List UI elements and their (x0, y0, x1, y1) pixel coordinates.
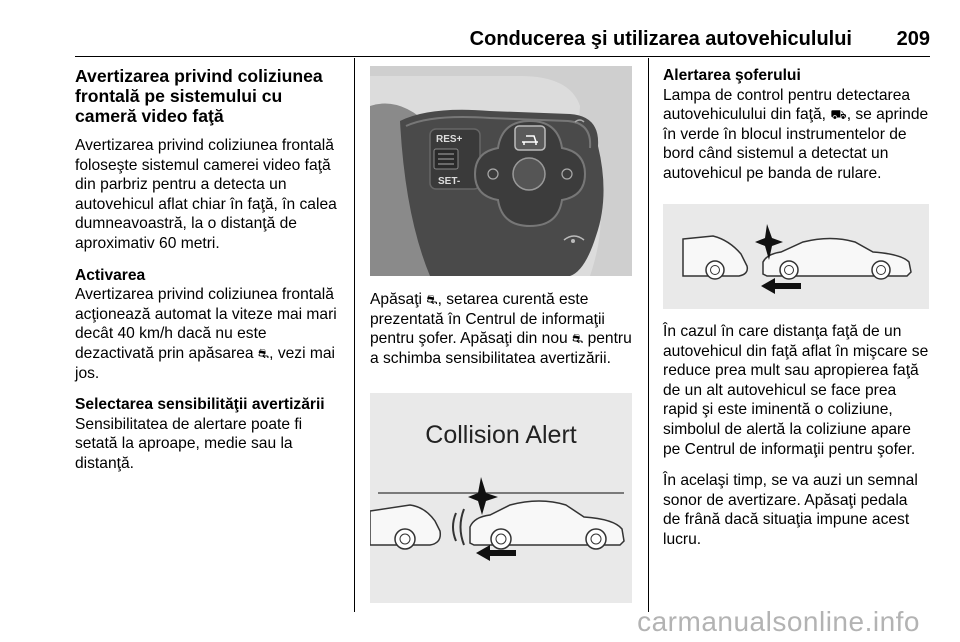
vehicle-detection-figure (663, 204, 929, 309)
press-paragraph: Apăsaţi ⛐, setarea curentă este prezentată în Centrul de informaţii pentru şofer. Apăsaţi din nou ⛐ pentru a schimba sensibilitatea avertizării. (370, 291, 632, 367)
column-divider-2 (648, 58, 649, 612)
running-title: Conducerea şi utilizarea autovehiculului (469, 28, 852, 50)
set-label: SET- (438, 176, 461, 187)
sensitivity-paragraph: Sensibilitatea de alertare poate fi setată la aproape, medie sau la distanţă. (75, 415, 303, 472)
activation-heading: Activarea (75, 266, 146, 284)
column-2-text (370, 290, 632, 380)
page-number: 209 (896, 28, 930, 50)
header-rule (75, 56, 930, 57)
fcw-button-icon: ⛐ (572, 331, 584, 347)
vehicle-ahead-icon: ⛟ (830, 107, 847, 123)
collision-alert-figure (370, 393, 632, 603)
activation-paragraph: Avertizarea privind coliziunea frontală acţionează automat la viteze mai mari decât 40 km/h dacă nu este dezactivată prin apăsarea ⛐, vezi mai jos. (75, 286, 337, 382)
column-1 (75, 66, 347, 486)
collision-alert-title: Collision Alert (425, 421, 577, 449)
driver-alert-heading: Alertarea şoferului (663, 67, 801, 84)
page-header (0, 28, 960, 52)
driver-alert-paragraph: Lampa de control pentru detectarea autovehiculului din faţă, ⛟, se aprinde în verde în blocul instrumentelor de bord când sistemul a detectat un autovehicul pe banda de rulare. (663, 86, 929, 182)
intro-paragraph: Avertizarea privind coliziunea frontală foloseşte sistemul camerei video faţă din parbriz pentru a detecta un autovehicul aflat chiar în faţă, în calea dumneavoastră, la o distanţă de aproximativ 60 metri. (75, 137, 337, 252)
column-divider-1 (354, 58, 355, 612)
column-3-lower (663, 322, 929, 562)
watermark: carmanualsonline.info (637, 606, 920, 637)
fcw-button-icon: ⛐ (426, 292, 438, 307)
res-label: RES+ (436, 134, 463, 145)
collision-paragraph: În cazul în care distanţa faţă de un autovehicul din faţă aflat în mişcare se reduce prea mult sau apropierea faţă de un alt autovehicul se face prea rapid şi este iminentă o coliziune, simbolul de alertă la coliziune apare pe Centrul de informaţii pentru şofer. (663, 323, 929, 458)
section-heading: Avertizarea privind coliziunea frontală pe sistemului cu cameră video faţă (75, 66, 323, 126)
brake-paragraph: În acelaşi timp, se va auzi un semnal sonor de avertizare. Apăsaţi pedala de frână dacă situaţia impune acest lucru. (663, 472, 918, 548)
column-3 (663, 66, 929, 196)
steering-wheel-figure (370, 66, 632, 276)
sensitivity-heading: Selectarea sensibilităţii avertizării (75, 396, 325, 414)
fcw-button-icon: ⛐ (257, 345, 270, 361)
